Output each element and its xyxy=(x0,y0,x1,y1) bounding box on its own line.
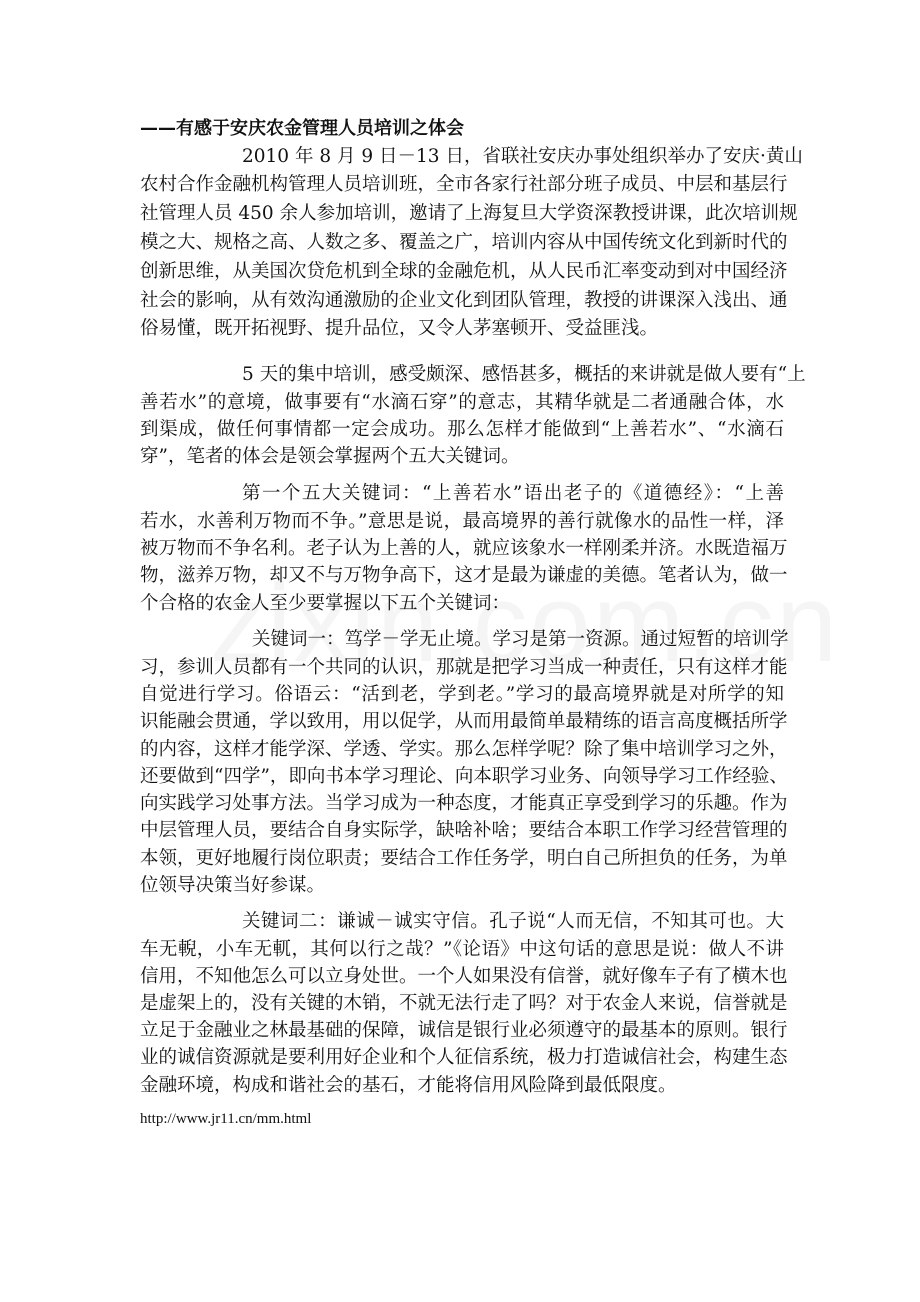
paragraph xyxy=(140,626,789,899)
text-line: 的内容，这样才能学深、学透、学实。那么怎样学呢？除了集中培训学习之外， xyxy=(140,738,788,760)
text-line: 创新思维，从美国次贷危机到全球的金融危机，从人民币汇率变动到对中国经济 xyxy=(140,260,788,282)
text-line: 本领，更好地履行岗位职责；要结合工作任务学，明白自己所担负的任务，为单 xyxy=(140,847,788,869)
text-line: 车无輗，小车无軏，其何以行之哉？”《论语》中这句话的意思是说：做人不讲 xyxy=(140,938,784,960)
document-title: ——有感于安庆农金管理人员培训之体会 xyxy=(140,118,464,139)
paragraph xyxy=(140,908,788,1098)
text-line: 到渠成，做任何事情都一定会成功。那么怎样才能做到“上善若水”、“水滴石 xyxy=(140,419,784,441)
text-line: 善若水”的意境，做事要有“水滴石穿”的意志，其精华就是二者通融合体，水 xyxy=(140,391,784,413)
text-line: 中层管理人员，要结合自身实际学，缺啥补啥；要结合本职工作学习经营管理的 xyxy=(140,820,788,842)
text-line: 还要做到“四学”，即向书本学习理论、向本职学习业务、向领导学习工作经验、 xyxy=(140,765,788,787)
text-line: 2010 年 8 月 9 日－13 日，省联社安庆办事处组织举办了安庆·黄山 xyxy=(242,145,803,167)
text-line: 社管理人员 450 余人参加培训，邀请了上海复旦大学资深教授讲课，此次培训规 xyxy=(140,203,798,225)
text-line: 识能融会贯通，学以致用，用以促学，从而用最简单最精练的语言高度概括所学 xyxy=(140,711,788,733)
text-line: 物，滋养万物，却又不与万物争高下，这才是最为谦虚的美德。笔者认为，做一 xyxy=(140,565,788,587)
text-line: 第一个五大关键词：“上善若水”语出老子的《道德经》：“上善 xyxy=(242,483,784,505)
text-line: 业的诚信资源就是要利用好企业和个人征信系统，极力打造诚信社会，构建生态 xyxy=(140,1047,788,1069)
text-line: 农村合作金融机构管理人员培训班，全市各家行社部分班子成员、中层和基层行 xyxy=(140,174,788,196)
text-line: 位领导决策当好参谋。 xyxy=(140,875,326,897)
text-line: 关键词二：谦诚－诚实守信。孔子说“人而无信，不知其可也。大 xyxy=(242,911,784,933)
text-line: 向实践学习处事方法。当学习成为一种态度，才能真正享受到学习的乐趣。作为 xyxy=(140,793,788,815)
text-line: 模之大、规格之高、人数之多、覆盖之广，培训内容从中国传统文化到新时代的 xyxy=(140,231,788,253)
text-line: 个合格的农金人至少要掌握以下五个关键词： xyxy=(140,592,511,614)
source-url: http://www.jr11.cn/mm.html xyxy=(140,1111,312,1127)
text-line: 是虚架上的，没有关键的木销，不就无法行走了吗？对于农金人来说，信誉就是 xyxy=(140,992,788,1014)
text-line: 被万物而不争名利。老子认为上善的人，就应该象水一样刚柔并济。水既造福万 xyxy=(140,537,788,559)
text-line: 社会的影响，从有效沟通激励的企业文化到团队管理，教授的讲课深入浅出、通 xyxy=(140,289,788,311)
text-line: 关键词一：笃学－学无止境。学习是第一资源。通过短暂的培训学 xyxy=(252,629,789,651)
text-line: 信用，不知他怎么可以立身处世。一个人如果没有信誉，就好像车子有了横木也 xyxy=(140,965,788,987)
paragraph xyxy=(140,480,788,616)
text-line: 俗易懂，既开拓视野、提升品位，又令人茅塞顿开、受益匪浅。 xyxy=(140,318,659,340)
text-line: 穿”，笔者的体会是领会掌握两个五大关键词。 xyxy=(140,446,520,468)
text-line: 金融环境，构成和谐社会的基石，才能将信用风险降到最低限度。 xyxy=(140,1074,677,1096)
text-line: 习，参训人员都有一个共同的认识，那就是把学习当成一种责任，只有这样才能 xyxy=(140,656,788,678)
text-line: 若水，水善利万物而不争。”意思是说，最高境界的善行就像水的品性一样，泽 xyxy=(140,510,784,532)
paragraph xyxy=(140,361,806,471)
text-line: 自觉进行学习。俗语云：“活到老，学到老。”学习的最高境界就是对所学的知 xyxy=(140,683,784,705)
text-line: 立足于金融业之林最基础的保障，诚信是银行业必须遵守的最基本的原则。银行 xyxy=(140,1020,788,1042)
paragraph xyxy=(140,143,803,345)
text-line: 5 天的集中培训，感受颇深、感悟甚多，概括的来讲就是做人要有“上 xyxy=(242,364,806,386)
